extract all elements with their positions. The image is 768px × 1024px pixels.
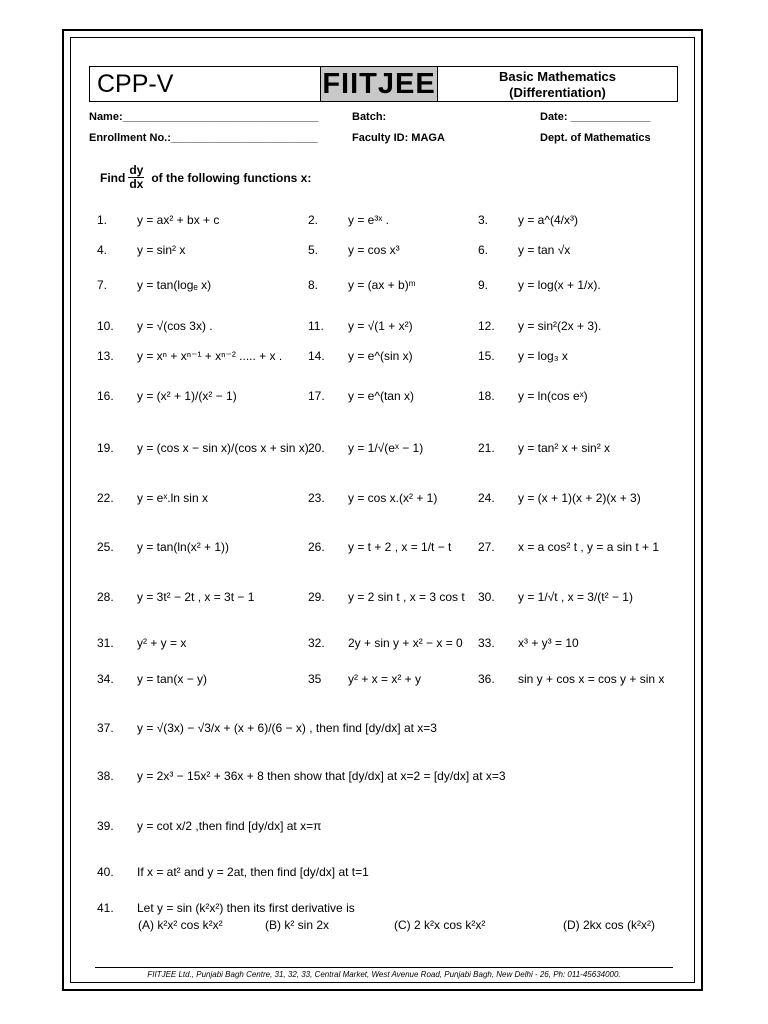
question-item — [308, 319, 413, 333]
question-item — [97, 590, 254, 604]
question-expression: y = cot x/2 ,then find [dy/dx] at x=π — [137, 819, 322, 833]
question-expression: sin y + cos x = cos y + sin x — [518, 672, 665, 686]
faculty-id: Faculty ID: MAGA — [352, 132, 445, 144]
question-expression: y = tan √x — [518, 243, 571, 257]
question-number: 12. — [478, 319, 495, 333]
question-item — [308, 441, 423, 455]
question-expression: If x = at² and y = 2at, then find [dy/dx] at t=1 — [137, 865, 369, 879]
question-item — [478, 349, 568, 363]
question-number: 8. — [308, 278, 319, 292]
question-number: 39. — [97, 819, 114, 833]
question-expression: y = (x + 1)(x + 2)(x + 3) — [518, 491, 641, 505]
question-number: 5. — [308, 243, 319, 257]
batch-field: Batch: — [352, 111, 387, 123]
sheet-code: CPP-V — [89, 66, 321, 102]
option-a: (A) k²x² cos k²x² — [138, 918, 223, 932]
question-number: 30. — [478, 590, 495, 604]
question-expression: y = cos x³ — [348, 243, 400, 257]
question-number: 25. — [97, 540, 114, 554]
question-item — [97, 349, 282, 363]
question-expression: y = 2x³ − 15x² + 36x + 8 then show that [dy/dx] at x=2 = [dy/dx] at x=3 — [137, 769, 506, 783]
question-item — [308, 672, 421, 686]
question-item — [97, 441, 309, 455]
question-item — [97, 319, 213, 333]
question-expression: y = cos x.(x² + 1) — [348, 491, 438, 505]
question-number: 19. — [97, 441, 114, 455]
subject-topic: (Differentiation) — [509, 85, 606, 100]
question-expression: y = log(x + 1/x). — [518, 278, 601, 292]
question-number: 20. — [308, 441, 325, 455]
fiitjee-logo: FIITJEE — [320, 66, 438, 102]
question-number: 4. — [97, 243, 108, 257]
question-item — [97, 278, 211, 292]
question-expression: y = tan² x + sin² x — [518, 441, 611, 455]
question-number: 3. — [478, 213, 489, 227]
question-item — [97, 901, 355, 915]
instruction-suffix: of the following functions x: — [151, 170, 312, 185]
question-number: 6. — [478, 243, 489, 257]
question-number: 2. — [308, 213, 319, 227]
question-expression: 2y + sin y + x² − x = 0 — [348, 636, 463, 650]
question-expression: y = 1/√t , x = 3/(t² − 1) — [518, 590, 633, 604]
question-number: 34. — [97, 672, 114, 686]
question-expression: y = 2 sin t , x = 3 cos t — [348, 590, 465, 604]
option-b: (B) k² sin 2x — [265, 918, 330, 932]
question-item — [478, 441, 610, 455]
question-item — [478, 672, 664, 686]
question-number: 17. — [308, 389, 325, 403]
question-expression: y = √(1 + x²) — [348, 319, 413, 333]
question-item — [478, 278, 601, 292]
question-number: 23. — [308, 491, 325, 505]
question-expression: y = e³ˣ . — [348, 213, 389, 227]
question-item — [308, 243, 400, 257]
question-expression: x³ + y³ = 10 — [518, 636, 579, 650]
question-expression: y = sin² x — [137, 243, 186, 257]
fraction-denominator: dx — [129, 177, 144, 191]
question-item — [308, 389, 414, 403]
question-number: 36. — [478, 672, 495, 686]
question-item — [478, 213, 578, 227]
question-item — [308, 491, 437, 505]
question-number: 29. — [308, 590, 325, 604]
question-item — [308, 349, 413, 363]
question-expression: y = sin²(2x + 3). — [518, 319, 602, 333]
question-number: 7. — [97, 278, 108, 292]
question-number: 22. — [97, 491, 114, 505]
question-expression: y = a^(4/x³) — [518, 213, 578, 227]
option-c: (C) 2 k²x cos k²x² — [394, 918, 486, 932]
question-item — [478, 540, 659, 554]
question-number: 41. — [97, 901, 114, 915]
footer-divider — [95, 967, 673, 968]
date-field: Date: _____________ — [540, 111, 651, 123]
question-number: 33. — [478, 636, 495, 650]
question-expression: y = (cos x − sin x)/(cos x + sin x) — [137, 441, 309, 455]
department: Dept. of Mathematics — [540, 132, 651, 144]
question-item — [97, 491, 208, 505]
question-item — [97, 389, 237, 403]
subject-box — [437, 66, 678, 102]
footer-address: FIITJEE Ltd., Punjabi Bagh Centre, 31, 32, 33, Central Market, West Avenue Road, Punjabi Bagh, New Delhi - 26, Ph: 011-45634000. — [147, 970, 621, 979]
question-expression: y = xⁿ + xⁿ⁻¹ + xⁿ⁻² ..... + x . — [137, 349, 283, 363]
question-item — [97, 672, 207, 686]
question-expression: y = √(3x) − √3/x + (x + 6)/(6 − x) , then find [dy/dx] at x=3 — [137, 721, 437, 735]
subject-title: Basic Mathematics — [498, 69, 617, 84]
question-number: 27. — [478, 540, 495, 554]
question-expression: y² + x = x² + y — [348, 672, 422, 686]
question-expression: y = ax² + bx + c — [137, 213, 220, 227]
question-item — [478, 491, 641, 505]
question-number: 9. — [478, 278, 489, 292]
question-expression: y = tan(logₑ x) — [137, 278, 212, 292]
fraction-numerator: dy — [129, 163, 144, 177]
question-item — [478, 319, 601, 333]
enrollment-field: Enrollment No.:________________________ — [89, 132, 318, 144]
question-number: 28. — [97, 590, 114, 604]
question-item — [308, 278, 416, 292]
question-expression: y² + y = x — [137, 636, 187, 650]
question-item — [478, 243, 570, 257]
question-expression: y = √(cos 3x) . — [137, 319, 213, 333]
question-item — [97, 865, 369, 879]
question-number: 18. — [478, 389, 495, 403]
question-item — [478, 590, 633, 604]
question-item — [97, 636, 186, 650]
question-expression: y = (ax + b)ᵐ — [348, 278, 416, 292]
question-item — [478, 389, 588, 403]
question-number: 24. — [478, 491, 495, 505]
question-number: 13. — [97, 349, 114, 363]
question-expression: y = e^(tan x) — [348, 389, 414, 403]
question-number: 16. — [97, 389, 114, 403]
question-number: 32. — [308, 636, 325, 650]
question-item — [97, 540, 229, 554]
dy-dx-fraction — [128, 164, 144, 191]
question-number: 1. — [97, 213, 108, 227]
question-expression: y = e^(sin x) — [348, 349, 413, 363]
question-item — [97, 769, 506, 783]
question-number: 15. — [478, 349, 495, 363]
question-expression: y = (x² + 1)/(x² − 1) — [137, 389, 237, 403]
question-number: 35 — [308, 672, 322, 686]
question-item — [97, 243, 185, 257]
question-expression: y = tan(x − y) — [137, 672, 208, 686]
question-number: 31. — [97, 636, 114, 650]
question-expression: y = t + 2 , x = 1/t − t — [348, 540, 452, 554]
instruction-prefix: Find — [100, 170, 126, 185]
question-number: 38. — [97, 769, 114, 783]
question-item — [308, 636, 463, 650]
question-expression: Let y = sin (k²x²) then its first derivative is — [137, 901, 355, 915]
question-item — [308, 213, 389, 227]
name-field: Name:________________________________ — [89, 111, 319, 123]
question-expression: y = 1/√(eˣ − 1) — [348, 441, 424, 455]
question-number: 37. — [97, 721, 114, 735]
question-number: 11. — [308, 319, 324, 333]
question-number: 10. — [97, 319, 114, 333]
question-item — [308, 590, 465, 604]
instruction — [100, 164, 311, 191]
question-expression: y = ln(cos eˣ) — [518, 389, 588, 403]
question-expression: y = log₃ x — [518, 349, 568, 363]
question-expression: y = 3t² − 2t , x = 3t − 1 — [137, 590, 255, 604]
question-expression: x = a cos² t , y = a sin t + 1 — [518, 540, 660, 554]
question-item — [308, 540, 451, 554]
question-number: 14. — [308, 349, 325, 363]
question-item — [97, 819, 321, 833]
question-number: 26. — [308, 540, 325, 554]
option-d: (D) 2kx cos (k²x²) — [563, 918, 655, 932]
question-number: 21. — [478, 441, 495, 455]
question-item — [97, 213, 219, 227]
question-number: 40. — [97, 865, 114, 879]
question-item — [97, 721, 437, 735]
question-item — [478, 636, 579, 650]
question-expression: y = eˣ.ln sin x — [137, 491, 208, 505]
question-expression: y = tan(ln(x² + 1)) — [137, 540, 230, 554]
